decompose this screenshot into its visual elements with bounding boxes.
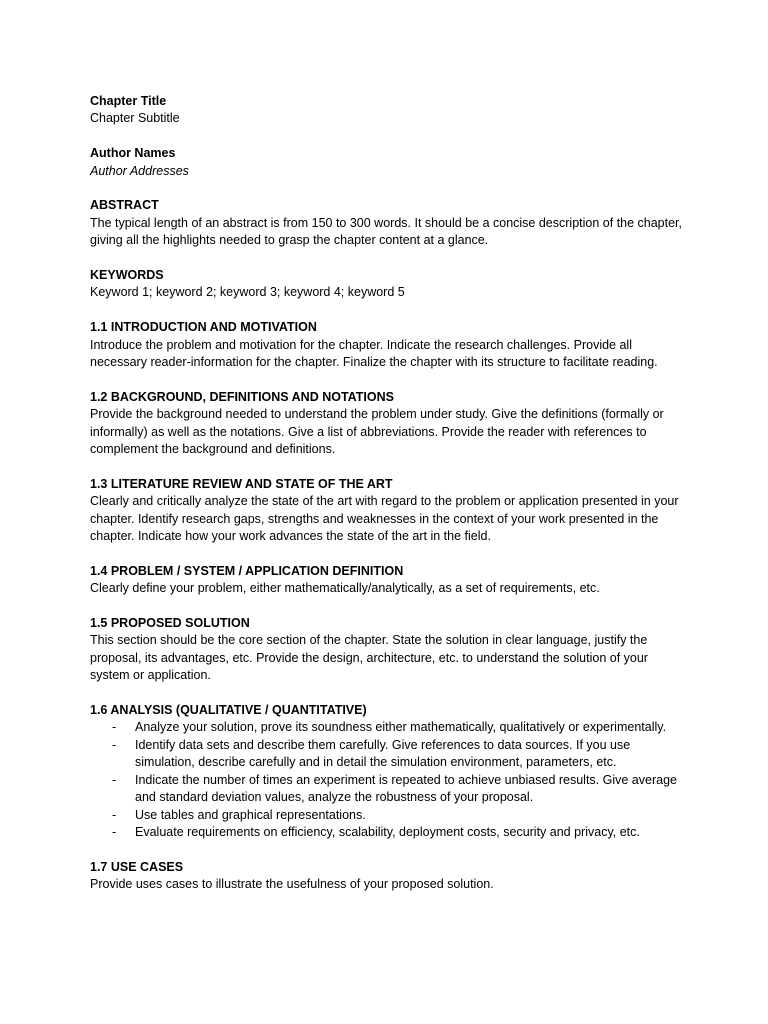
section-heading: 1.4 PROBLEM / SYSTEM / APPLICATION DEFINITION: [90, 563, 404, 578]
section-problem-definition: [90, 563, 690, 598]
section-text: Provide uses cases to illustrate the usefulness of your proposed solution.: [90, 877, 494, 892]
section-heading: 1.2 BACKGROUND, DEFINITIONS AND NOTATIONS: [90, 389, 394, 404]
section-analysis: [90, 702, 690, 841]
list-item-text: Analyze your solution, prove its soundness either mathematically, qualitatively or experimentally.: [135, 720, 667, 735]
section-heading: 1.6 ANALYSIS (QUALITATIVE / QUANTITATIVE): [90, 703, 367, 718]
keywords-text: Keyword 1; keyword 2; keyword 3; keyword 4; keyword 5: [90, 285, 405, 300]
list-item: [90, 737, 690, 772]
abstract-section: [90, 197, 690, 249]
list-item: [90, 772, 690, 807]
list-item: [90, 824, 690, 841]
section-introduction: [90, 319, 690, 371]
analysis-bullet-list: [90, 719, 690, 841]
section-heading: 1.3 LITERATURE REVIEW AND STATE OF THE ART: [90, 476, 393, 491]
list-item-text: Evaluate requirements on efficiency, scalability, deployment costs, security and privacy, etc.: [135, 824, 640, 839]
section-background: [90, 389, 690, 459]
bullet-marker: -: [112, 772, 117, 787]
section-literature-review: [90, 476, 690, 546]
bullet-marker: -: [112, 720, 117, 735]
bullet-marker: -: [112, 737, 117, 752]
abstract-text: The typical length of an abstract is from 150 to 300 words. It should be a concise description of the chapter, giving all the highlights needed to grasp the chapter content at a glance.: [90, 215, 683, 248]
chapter-subtitle: Chapter Subtitle: [90, 111, 180, 126]
section-text: Clearly define your problem, either mathematically/analytically, as a set of requirements, etc.: [90, 581, 600, 596]
section-heading: 1.5 PROPOSED SOLUTION: [90, 616, 250, 631]
chapter-header: [90, 93, 690, 128]
author-block: [90, 145, 690, 180]
list-item-text: Identify data sets and describe them carefully. Give references to data sources. If you use simulation, describe carefully and in detail the simulation environment, parameters, etc.: [135, 737, 631, 770]
section-text: Provide the background needed to understand the problem under study. Give the definitions (formally or informally) as well as the notations. Give a list of abbreviations. Provide the reader with references to complement the background and definitions.: [90, 407, 664, 457]
section-text: This section should be the core section of the chapter. State the solution in clear language, justify the proposal, its advantages, etc. Provide the design, architecture, etc. to understand the solution of your system or application.: [90, 633, 648, 683]
document-body: [90, 93, 690, 911]
section-use-cases: [90, 859, 690, 894]
keywords-heading: KEYWORDS: [90, 268, 164, 283]
section-heading: 1.1 INTRODUCTION AND MOTIVATION: [90, 320, 317, 335]
section-heading: 1.7 USE CASES: [90, 859, 184, 874]
bullet-marker: -: [112, 807, 117, 822]
section-proposed-solution: [90, 615, 690, 685]
list-item: [90, 807, 690, 824]
section-text: Introduce the problem and motivation for the chapter. Indicate the research challenges. Provide all necessary reader-information for the chapter. Finalize the chapter with its structure to facilitate reading.: [90, 337, 658, 370]
chapter-title: Chapter Title: [90, 94, 167, 108]
list-item-text: Use tables and graphical representations.: [135, 807, 366, 822]
list-item-text: Indicate the number of times an experiment is repeated to achieve unbiased results. Give average and standard deviation values, analyze the robustness of your proposal.: [135, 772, 677, 805]
list-item: [90, 719, 690, 736]
author-names: Author Names: [90, 146, 176, 161]
bullet-marker: -: [112, 824, 117, 839]
keywords-section: [90, 267, 690, 302]
abstract-heading: ABSTRACT: [90, 198, 159, 213]
section-text: Clearly and critically analyze the state of the art with regard to the problem or application presented in your chapter. Identify research gaps, strengths and weaknesses in the context of your work presented in the chapter. Indicate how your work advances the state of the art in the field.: [90, 494, 679, 544]
author-addresses: Author Addresses: [90, 163, 189, 178]
